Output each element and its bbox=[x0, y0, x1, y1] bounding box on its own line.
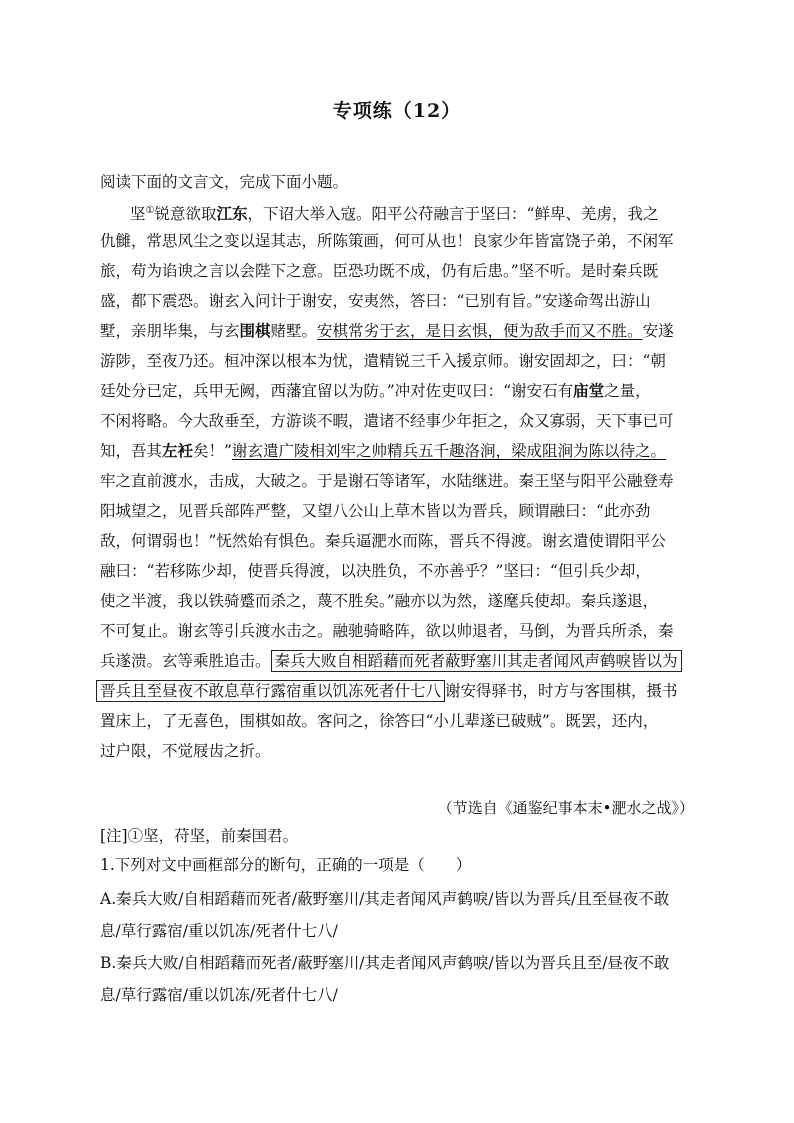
passage-line-6: 游陟，至夜乃还。桓冲深以根本为忧，遣精锐三千入援京师。谢安固却之，曰：“朝 bbox=[100, 352, 666, 370]
underlined-sentence: 谢玄遣广陵相刘牢之帅精兵五千趣洛涧，梁成阻涧为陈以待之。 bbox=[231, 442, 666, 460]
passage-line-9 bbox=[100, 441, 666, 461]
passage-text: 矣！” bbox=[193, 442, 232, 460]
boxed-passage-part-2: 晋兵且至昼夜不敢息草行露宿重以饥冻死者什七八 bbox=[96, 680, 445, 702]
passage-text: 安遂 bbox=[642, 322, 674, 340]
passage-line-2: 仇雠，常思风尘之变以逞其志，所陈策画，何可从也！良家少年皆富饶子弟，不闲军 bbox=[100, 232, 674, 250]
passage-line-16 bbox=[100, 651, 682, 671]
passage-text: 谢安得驿书，时方与客围棋，摄书 bbox=[445, 682, 678, 700]
passage-text: 兵遂溃。玄等乘胜追击。 bbox=[100, 652, 271, 670]
passage-bold-term: 庙堂 bbox=[573, 381, 605, 400]
passage-text: 墅，亲朋毕集，与玄 bbox=[100, 322, 240, 340]
passage-text: 之量， bbox=[604, 382, 651, 400]
passage-line-4: 盛，都下震恐。谢玄入问计于谢安，安夷然，答曰：“已别有旨。”安遂命驾出游山 bbox=[100, 292, 651, 310]
passage-line-8: 不闲将略。今大敌垂至，方游谈不暇，遣诸不经事少年拒之，众又寡弱，天下事已可 bbox=[100, 412, 674, 430]
underlined-sentence: 安棋常劣于玄，是日玄惧，便为敌手而又不胜。 bbox=[317, 322, 643, 340]
passage-line-11: 阳城望之，见晋兵部阵严整，又望八公山上草木皆以为晋兵，顾谓融曰：“此亦劲 bbox=[100, 502, 651, 520]
passage-line-13: 融曰：“若移陈少却，使晋兵得渡，以决胜负，不亦善乎？”坚曰：“但引兵少却， bbox=[100, 562, 651, 580]
instruction-text: 阅读下面的文言文，完成下面小题。 bbox=[100, 173, 349, 191]
passage-line-3: 旅，苟为谄谀之言以会陛下之意。臣恐功既不成，仍有后患。”坚不听。是时秦兵既 bbox=[100, 262, 659, 280]
passage-text: 知，吾其 bbox=[100, 442, 163, 460]
boxed-passage-part-1: 秦兵大败自相蹈藉而死者蔽野塞川其走者闻风声鹤唳皆以为 bbox=[271, 650, 682, 672]
source-citation: （节选自《通鉴纪事本末•淝水之战》） bbox=[437, 799, 694, 817]
passage-line-17 bbox=[96, 681, 678, 701]
question-1: 1.下列对文中画框部分的断句，正确的一项是（ ） bbox=[100, 856, 472, 874]
passage-line-10: 牢之直前渡水，击成，大破之。于是谢石等诸军，水陆继进。秦王坚与阳平公融登寿 bbox=[100, 472, 674, 490]
passage-line-12: 敌，何谓弱也！”怃然始有惧色。秦兵逼淝水而陈，晋兵不得渡。谢玄遣使谓阳平公 bbox=[100, 532, 666, 550]
passage-bold-term: 江东 bbox=[216, 204, 248, 224]
passage-bold-term: 左衽 bbox=[162, 441, 194, 460]
passage-line-18: 置床上，了无喜色，围棋如故。客问之，徐答曰“小儿辈遂已破贼”。既罢，还内， bbox=[100, 712, 659, 730]
passage-line-1 bbox=[130, 201, 658, 224]
passage-text: ，下诏大举入寇。阳平公苻融言于坚曰：“鲜卑、羌虏，我之 bbox=[247, 205, 659, 224]
passage-bold-term: 围棋 bbox=[239, 321, 271, 340]
option-b-line-1: B.秦兵大败/自相蹈藉而死者/蔽野塞川/其走者闻风声鹤唳/皆以为晋兵且至/昼夜不敢 bbox=[100, 954, 670, 972]
passage-text: 坚 bbox=[130, 205, 146, 224]
passage-line-5 bbox=[100, 321, 674, 341]
option-b-line-2: 息/草行露宿/重以饥冻/死者什七八/ bbox=[100, 986, 338, 1004]
passage-line-19: 过户限，不觉屐齿之折。 bbox=[100, 742, 271, 760]
passage-line-7 bbox=[100, 381, 651, 401]
option-a-line-2: 息/草行露宿/重以饥冻/死者什七八/ bbox=[100, 922, 338, 940]
passage-line-15: 不可复止。谢玄等引兵渡水击之。融驰骑略阵，欲以帅退者，马倒，为晋兵所杀，秦 bbox=[100, 622, 674, 640]
passage-text: 锐意欲取 bbox=[154, 205, 217, 224]
page-title: 专项练（12） bbox=[332, 100, 462, 122]
passage-text: 赌墅。 bbox=[270, 322, 318, 340]
footnote: [注]①坚，苻坚，前秦国君。 bbox=[100, 827, 299, 845]
passage-text: 廷处分已定，兵甲无阙，西藩宜留以为防。”冲对佐吏叹曰：“谢安石有 bbox=[100, 382, 574, 400]
passage-line-14: 使之半渡，我以铁骑蹙而杀之，蔑不胜矣。”融亦以为然，遂麾兵使却。秦兵遂退， bbox=[100, 592, 659, 610]
option-a-line-1: A.秦兵大败/自相蹈藉而死者/蔽野塞川/其走者闻风声鹤唳/皆以为晋兵/且至昼夜不敢 bbox=[100, 890, 670, 908]
footnote-mark: ① bbox=[145, 205, 155, 216]
